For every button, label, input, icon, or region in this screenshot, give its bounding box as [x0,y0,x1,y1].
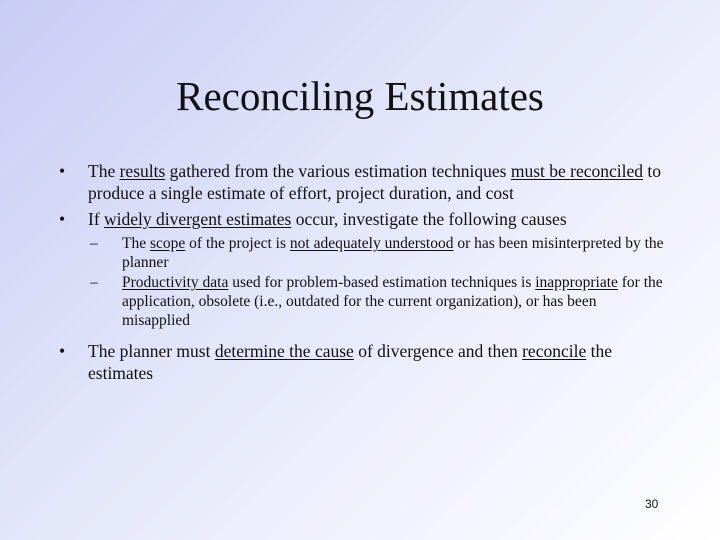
sub-bullet-marker: – [90,274,98,291]
underlined-not-understood: not adequately understood [289,235,454,252]
page-number: 30 [645,497,659,511]
slide-content [56,160,666,388]
underlined-determine-cause: determine the cause [214,341,354,361]
sub-bullet-scope: – The scope of the project is not adequately understood or has been misinterpreted by the planner [90,235,664,271]
bullet-marker: • [59,209,66,229]
sub-bullet-productivity: – Productivity data used for problem-based estimation techniques is inappropriate for the application, obsolete (i.e., outdated for the current organization), or has been misapplied [90,274,663,329]
sub-bullet-marker: – [90,235,98,252]
underlined-reconcile: reconcile [522,341,587,361]
bullet-planner: • The planner must determine the cause of divergence and then reconcile the estimates [59,341,612,383]
underlined-scope: scope [149,235,186,252]
underlined-results: results [119,161,166,181]
underlined-inappropriate: inappropriate [535,274,618,291]
slide-title: Reconciling Estimates [176,73,544,119]
underlined-productivity-data: Productivity data [122,274,229,291]
underlined-widely-divergent: widely divergent estimates [104,209,292,229]
sub-bullet-list [90,234,666,330]
bullet-marker: • [59,341,66,361]
bullet-results: • The results gathered from the various estimation techniques must be reconciled to produce a single estimate of effort, project duration, and cost [59,161,662,203]
bullet-divergent-estimates: • If widely divergent estimates occur, investigate the following causes [59,209,567,229]
underlined-must-be-reconciled: must be reconciled [510,161,644,181]
bullet-marker: • [59,161,66,181]
